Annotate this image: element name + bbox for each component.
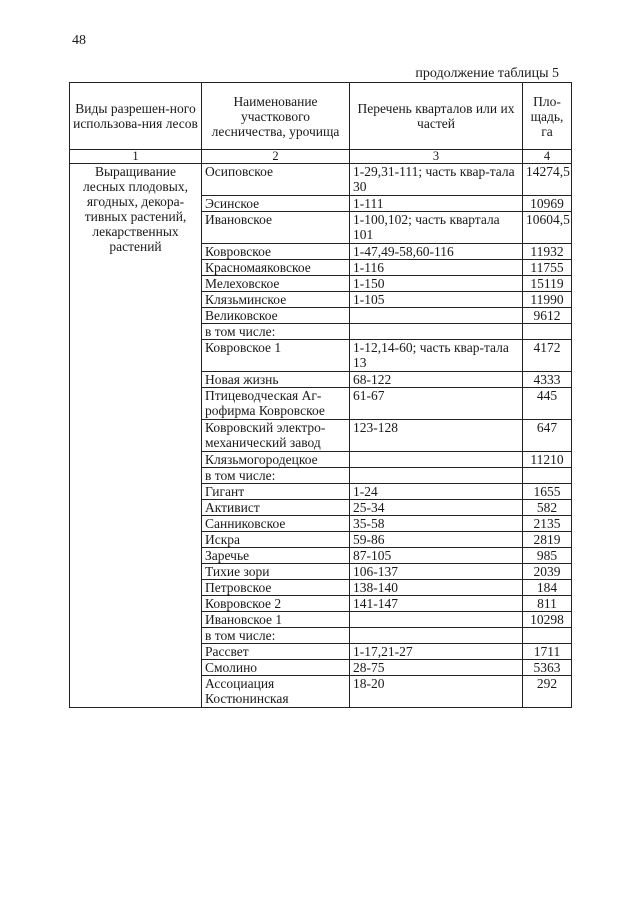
forestry-name-cell: Птицеводческая Аг-рофирма Ковровское xyxy=(202,388,350,420)
quarters-cell xyxy=(350,452,523,468)
quarters-cell: 18-20 xyxy=(350,676,523,708)
quarters-cell xyxy=(350,308,523,324)
area-cell: 11210 xyxy=(523,452,572,468)
forestry-name-cell: Ивановское xyxy=(202,212,350,244)
area-cell: 1655 xyxy=(523,484,572,500)
forestry-name-cell: Петровское xyxy=(202,580,350,596)
column-number: 2 xyxy=(202,150,350,164)
forestry-name-cell: Активист xyxy=(202,500,350,516)
area-cell: 10969 xyxy=(523,196,572,212)
area-cell: 445 xyxy=(523,388,572,420)
forestry-name-cell: Ковровское xyxy=(202,244,350,260)
area-cell: 15119 xyxy=(523,276,572,292)
table-continuation-caption: продолжение таблицы 5 xyxy=(415,66,559,81)
forestry-name-cell: Ивановское 1 xyxy=(202,612,350,628)
quarters-cell xyxy=(350,468,523,484)
forestry-name-cell: Ковровский электро-механический завод xyxy=(202,420,350,452)
area-cell: 10298 xyxy=(523,612,572,628)
column-number: 3 xyxy=(350,150,523,164)
quarters-cell: 106-137 xyxy=(350,564,523,580)
forestry-name-cell: Ассоциация Костюнинская xyxy=(202,676,350,708)
area-cell xyxy=(523,468,572,484)
usage-type-cell: Выращивание лесных плодовых, ягодных, декора-тивных растений, лекарственных растений xyxy=(70,164,202,708)
forestry-name-cell: Искра xyxy=(202,532,350,548)
quarters-cell: 1-150 xyxy=(350,276,523,292)
area-cell: 292 xyxy=(523,676,572,708)
quarters-cell xyxy=(350,628,523,644)
quarters-cell: 141-147 xyxy=(350,596,523,612)
area-cell: 985 xyxy=(523,548,572,564)
area-cell: 10604,5 xyxy=(523,212,572,244)
quarters-cell: 59-86 xyxy=(350,532,523,548)
column-number: 4 xyxy=(523,150,572,164)
forestry-name-cell: Клязьмогородецкое xyxy=(202,452,350,468)
area-cell: 811 xyxy=(523,596,572,612)
forestry-name-cell: Клязьминское xyxy=(202,292,350,308)
forestry-name-cell: Осиповское xyxy=(202,164,350,196)
area-cell: 582 xyxy=(523,500,572,516)
quarters-cell xyxy=(350,612,523,628)
forestry-name-cell: Заречье xyxy=(202,548,350,564)
column-header: Пло-щадь, га xyxy=(523,83,572,150)
quarters-cell: 61-67 xyxy=(350,388,523,420)
forestry-name-cell: Красномаяковское xyxy=(202,260,350,276)
quarters-cell: 1-100,102; часть квартала 101 xyxy=(350,212,523,244)
forestry-name-cell: Ковровское 2 xyxy=(202,596,350,612)
forestry-name-cell: Рассвет xyxy=(202,644,350,660)
area-cell: 14274,5 xyxy=(523,164,572,196)
quarters-cell: 123-128 xyxy=(350,420,523,452)
forestry-name-cell: Мелеховское xyxy=(202,276,350,292)
forestry-name-cell: в том числе: xyxy=(202,628,350,644)
quarters-cell: 1-116 xyxy=(350,260,523,276)
forestry-name-cell: Гигант xyxy=(202,484,350,500)
column-header: Виды разрешен-ного использова-ния лесов xyxy=(70,83,202,150)
column-number: 1 xyxy=(70,150,202,164)
forestry-name-cell: в том числе: xyxy=(202,468,350,484)
quarters-cell: 1-47,49-58,60-116 xyxy=(350,244,523,260)
forestry-name-cell: Тихие зори xyxy=(202,564,350,580)
forestry-name-cell: Великовское xyxy=(202,308,350,324)
area-cell xyxy=(523,324,572,340)
table-header-row xyxy=(70,83,572,150)
area-cell: 2039 xyxy=(523,564,572,580)
quarters-cell: 87-105 xyxy=(350,548,523,564)
area-cell: 11755 xyxy=(523,260,572,276)
column-number-row xyxy=(70,150,572,164)
forestry-name-cell: в том числе: xyxy=(202,324,350,340)
quarters-cell: 1-24 xyxy=(350,484,523,500)
area-cell: 647 xyxy=(523,420,572,452)
column-header: Перечень кварталов или их частей xyxy=(350,83,523,150)
quarters-cell: 1-29,31-111; часть квар-тала 30 xyxy=(350,164,523,196)
forestry-name-cell: Новая жизнь xyxy=(202,372,350,388)
quarters-cell: 1-105 xyxy=(350,292,523,308)
area-cell: 11990 xyxy=(523,292,572,308)
area-cell: 11932 xyxy=(523,244,572,260)
forest-usage-table xyxy=(69,82,572,708)
quarters-cell: 25-34 xyxy=(350,500,523,516)
quarters-cell: 138-140 xyxy=(350,580,523,596)
area-cell: 2819 xyxy=(523,532,572,548)
area-cell: 2135 xyxy=(523,516,572,532)
quarters-cell: 28-75 xyxy=(350,660,523,676)
quarters-cell: 1-12,14-60; часть квар-тала 13 xyxy=(350,340,523,372)
forestry-name-cell: Санниковское xyxy=(202,516,350,532)
table-row xyxy=(70,164,572,196)
page-number: 48 xyxy=(72,33,86,48)
quarters-cell: 1-17,21-27 xyxy=(350,644,523,660)
forestry-name-cell: Ковровское 1 xyxy=(202,340,350,372)
quarters-cell xyxy=(350,324,523,340)
column-header: Наименование участкового лесничества, урочища xyxy=(202,83,350,150)
quarters-cell: 35-58 xyxy=(350,516,523,532)
area-cell: 1711 xyxy=(523,644,572,660)
area-cell: 9612 xyxy=(523,308,572,324)
quarters-cell: 68-122 xyxy=(350,372,523,388)
forestry-name-cell: Смолино xyxy=(202,660,350,676)
area-cell: 4172 xyxy=(523,340,572,372)
forestry-name-cell: Эсинское xyxy=(202,196,350,212)
area-cell: 4333 xyxy=(523,372,572,388)
area-cell xyxy=(523,628,572,644)
quarters-cell: 1-111 xyxy=(350,196,523,212)
area-cell: 184 xyxy=(523,580,572,596)
area-cell: 5363 xyxy=(523,660,572,676)
